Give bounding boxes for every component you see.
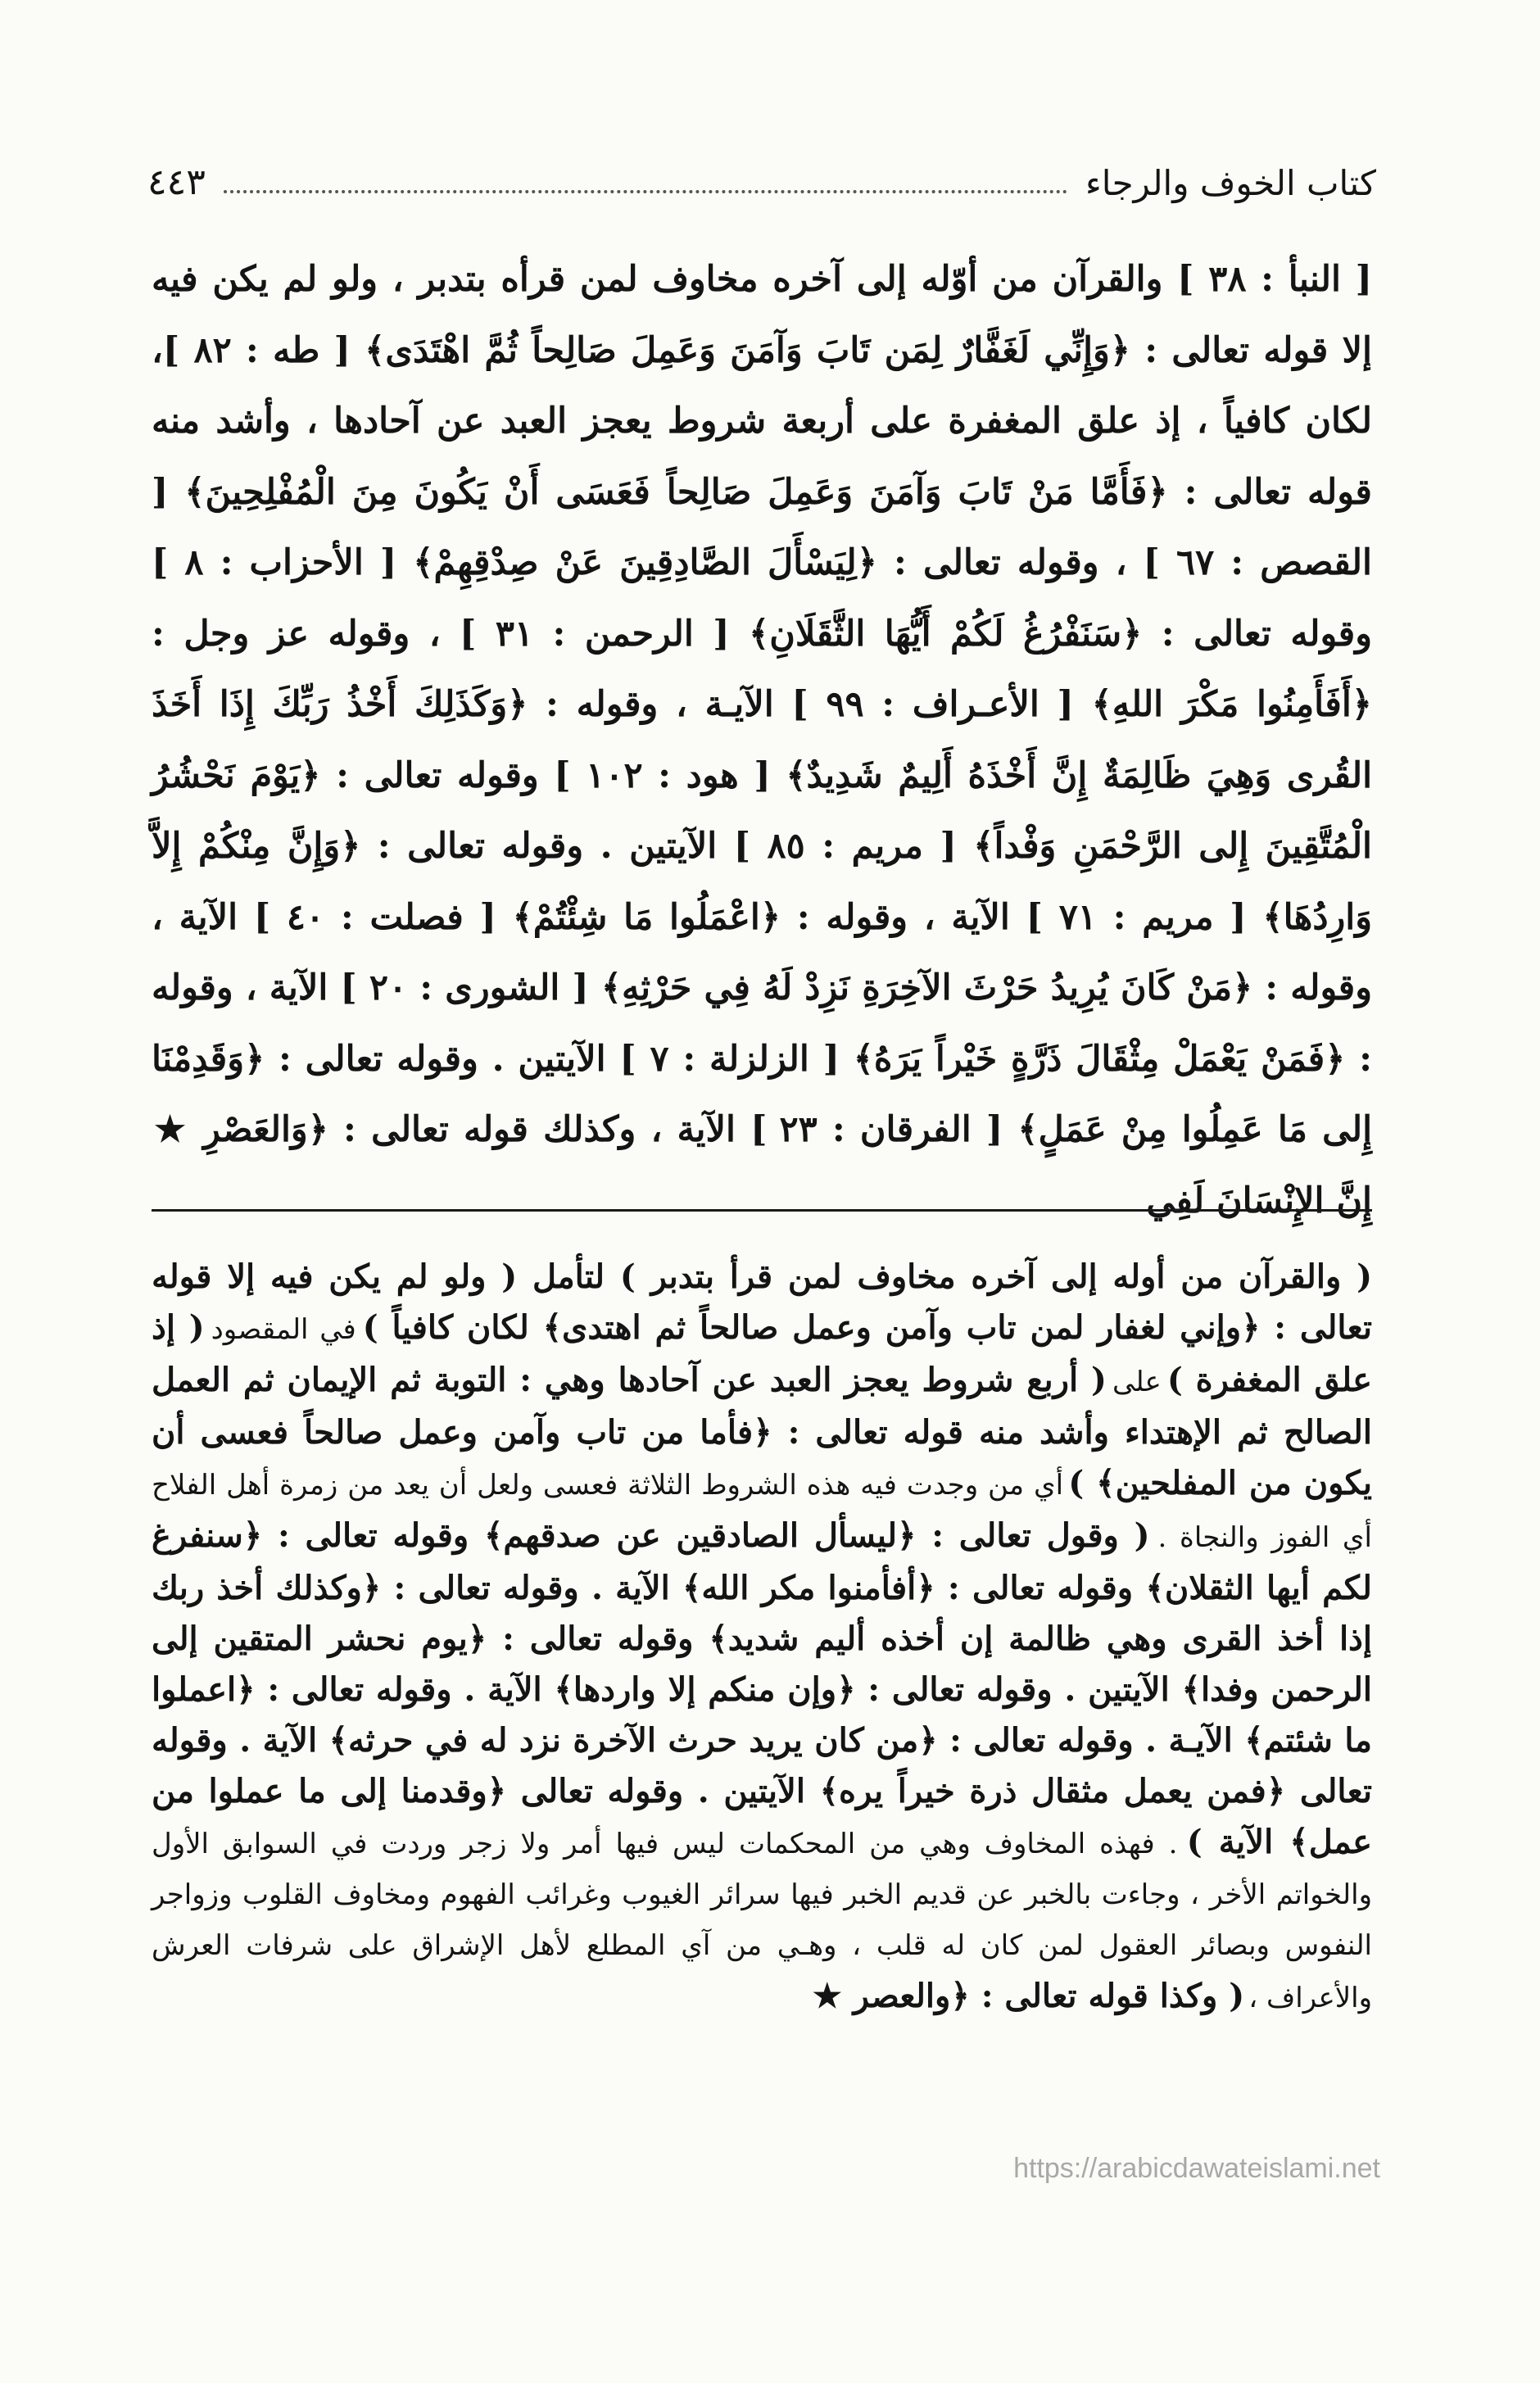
commentary-quote: ( والقرآن من أوله إلى آخره مخاوف لمن قرأ بتدبر ) لتأمل ( ولو لم يكن فيه إلا قوله تعالى : ﴿وإني لغفار لمن تاب وآمن وعمل صالحاً ثم اهتدى﴾ لكان كافياً )	[152, 1257, 1372, 1347]
commentary-quote: ( أربع شروط يعجز العبد عن آحادها وهي : التوبة ثم الإيمان ثم العمل الصالح ثم الإهتداء وأشد منه قوله تعالى : ﴿فأما من تاب وآمن وعمل صالحاً فعسى أن يكون من المفلحين﴾ )	[152, 1361, 1372, 1502]
commentary-gloss: أي من وجدت فيه هذه الشروط الثلاثة فعسى ولعل أن يعد من زمرة أهل الفلاح أي الفوز والنجاة .	[152, 1469, 1372, 1554]
commentary-quote: ( وكذا قوله تعالى : ﴿والعصر ★	[812, 1977, 1245, 2015]
commentary-quote: ( إذ علق المغفرة )	[152, 1308, 1373, 1399]
page-number: ٤٤٣	[147, 161, 206, 203]
book-title: كتاب الخوف والرجاء	[1085, 163, 1376, 203]
commentary-gloss: على	[1112, 1366, 1162, 1398]
page-header	[147, 146, 1376, 203]
footnote-divider	[152, 1209, 1372, 1212]
dotted-leader	[224, 190, 1067, 193]
commentary-quote: ( وقول تعالى : ﴿ليسأل الصادقين عن صدقهم﴾ وقوله تعالى : ﴿سنفرغ لكم أيها الثقلان﴾ وقوله تعالى : ﴿أفأمنوا مكر الله﴾ الآية . وقوله تعالى : ﴿وكذلك أخذ ربك إذا أخذ القرى وهي ظالمة إن أخذه أليم شديد﴾ وقوله تعالى : ﴿يوم نحشر المتقين إلى الرحمن وفدا﴾ الآيتين . وقوله تعالى : ﴿وإن منكم إلا واردها﴾ الآية . وقوله تعالى : ﴿اعملوا ما شئتم﴾ الآيـة . وقوله تعالى : ﴿من كان يريد حرث الآخرة نزد له في حرثه﴾ الآية . وقوله تعالى ﴿فمن يعمل مثقال ذرة خيراً يره﴾ الآيتين . وقوله تعالى ﴿وقدمنا إلى ما عملوا من عمل﴾ الآية )	[152, 1516, 1372, 1861]
commentary-gloss: في المقصود	[211, 1313, 356, 1346]
commentary-paragraph	[152, 1252, 1372, 2023]
main-text: [ النبأ : ٣٨ ] والقرآن من أوّله إلى آخره مخاوف لمن قرأه بتدبر ، ولو لم يكن فيه إلا قوله تعالى : ﴿وَإِنِّي لَغَفَّارٌ لِمَن تَابَ وَآمَنَ وَعَمِلَ صَالِحاً ثُمَّ اهْتَدَى﴾ [ طه : ٨٢ ]، لكان كافياً ، إذ علق المغفرة على أربعة شروط يعجز العبد عن آحادها ، وأشد منه قوله تعالى : ﴿فَأَمَّا مَنْ تَابَ وَآمَنَ وَعَمِلَ صَالِحاً فَعَسَى أَنْ يَكُونَ مِنَ الْمُفْلِحِينَ﴾ [ القصص : ٦٧ ] ، وقوله تعالى : ﴿لِيَسْأَلَ الصَّادِقِينَ عَنْ صِدْقِهِمْ﴾ [ الأحزاب : ٨ ] وقوله تعالى : ﴿سَنَفْرُغُ لَكُمْ أَيُّهَا الثَّقَلَانِ﴾ [ الرحمن : ٣١ ] ، وقوله عز وجل : ﴿أَفَأَمِنُوا مَكْرَ اللهِ﴾ [ الأعـراف : ٩٩ ] الآيـة ، وقوله : ﴿وَكَذَلِكَ أَخْذُ رَبِّكَ إِذَا أَخَذَ القُرى وَهِيَ ظَالِمَةٌ إِنَّ أَخْذَهُ أَلِيمٌ شَدِيدٌ﴾ [ هود : ١٠٢ ] وقوله تعالى : ﴿يَوْمَ نَحْشُرُ الْمُتَّقِينَ إِلى الرَّحْمَنِ وَفْداً﴾ [ مريم : ٨٥ ] الآيتين . وقوله تعالى : ﴿وَإِنَّ مِنْكُمْ إِلاَّ وَارِدُهَا﴾ [ مريم : ٧١ ] الآية ، وقوله : ﴿اعْمَلُوا مَا شِئْتُمْ﴾ [ فصلت : ٤٠ ] الآية ، وقوله : ﴿مَنْ كَانَ يُرِيدُ حَرْثَ الآخِرَةِ نَزِدْ لَهُ فِي حَرْثِهِ﴾ [ الشورى : ٢٠ ] الآية ، وقوله : ﴿فَمَنْ يَعْمَلْ مِثْقَالَ ذَرَّةٍ خَيْراً يَرَهُ﴾ [ الزلزلة : ٧ ] الآيتين . وقوله تعالى : ﴿وَقَدِمْنَا إِلى مَا عَمِلُوا مِنْ عَمَلٍ﴾ [ الفرقان : ٢٣ ] الآية ، وكذلك قوله تعالى : ﴿وَالعَصْرِ ★ إِنَّ الإِنْسَانَ لَفِي	[152, 259, 1373, 1221]
commentary-gloss: . فهذه المخاوف وهي من المحكمات ليس فيها أمر ولا زجر وردت في السوابق الأول والخواتم الأخر ، وجاءت بالخبر عن قديم الخبر فيها سرائر الغيوب وغرائب الفهوم ومخاوف القلوب وزواجر النفوس وبصائر العقول لمن كان له قلب ، وهـي من آي المطلع لأهل الإشراق على شرفات العرش والأعراف ،	[152, 1828, 1372, 2014]
watermark-url: https://arabicdawateislami.net	[1013, 2153, 1380, 2184]
commentary	[152, 1252, 1372, 2079]
